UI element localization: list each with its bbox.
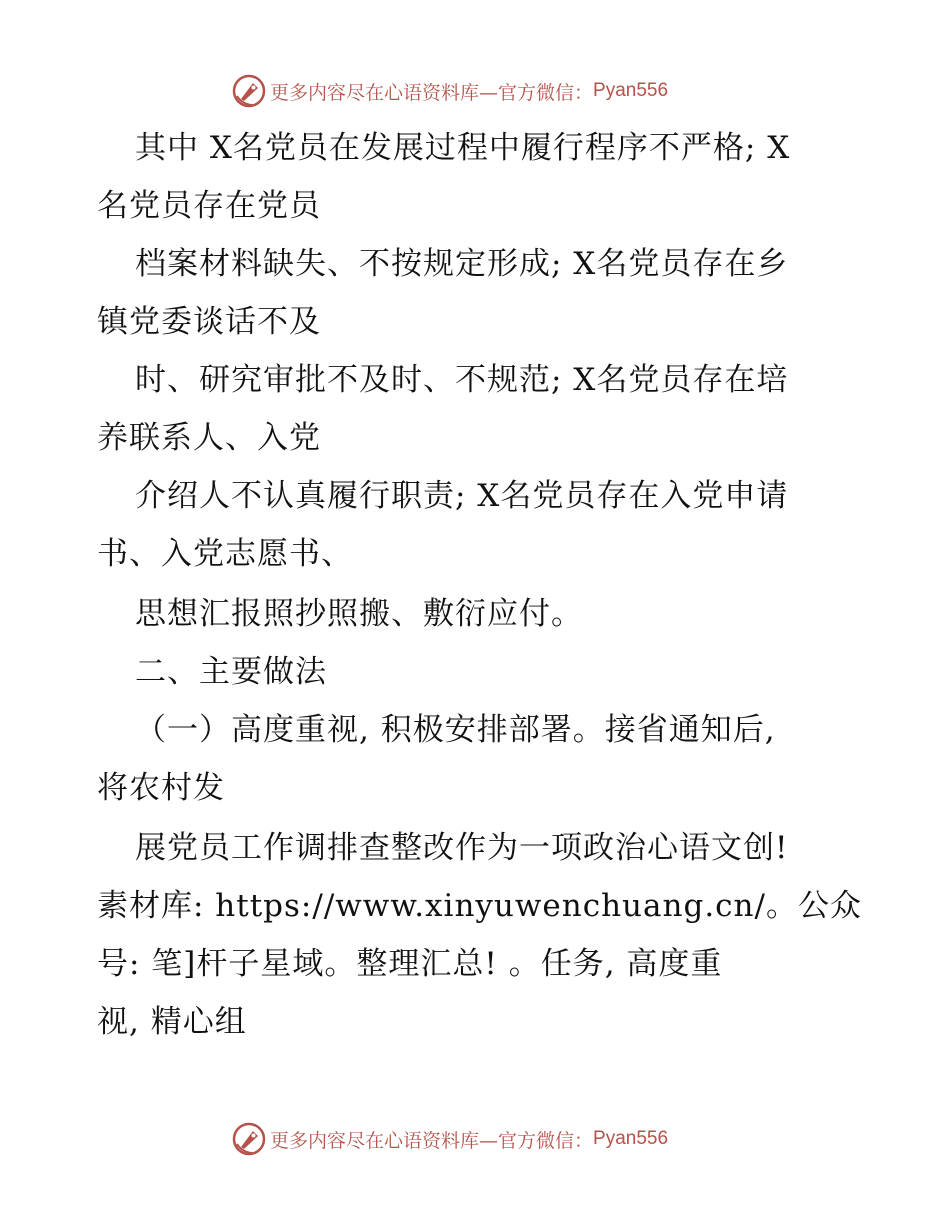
body-line: 时、研究审批不及时、不规范; X名党员存在培: [135, 362, 789, 398]
body-line: （一）高度重视, 积极安排部署。接省通知后,: [135, 712, 776, 748]
body-line: 将农村发: [97, 770, 225, 806]
section-heading: 二、主要做法: [135, 654, 327, 690]
body-line: 养联系人、入党: [97, 420, 321, 456]
body-line: 镇党委谈话不及: [97, 304, 321, 340]
footer-banner-text: 更多内容尽在心语资料库—官方微信：: [270, 1129, 594, 1152]
body-line: 号: 笔]杆子星域。整理汇总! 。任务, 高度重: [97, 946, 723, 982]
body-line: 书、入党志愿书、: [97, 536, 353, 572]
body-line: 思想汇报照抄照搬、敷衍应付。: [135, 596, 583, 632]
body-line: 其中 X名党员在发展过程中履行程序不严格; X: [135, 130, 791, 166]
body-line: 视, 精心组: [97, 1004, 247, 1040]
footer-banner: [232, 1119, 668, 1159]
body-line: 档案材料缺失、不按规定形成; X名党员存在乡: [135, 246, 789, 282]
body-line: 介绍人不认真履行职责; X名党员存在入党申请: [135, 478, 789, 514]
body-line: 素材库: https://www.xinyuwenchuang.cn/。公众: [97, 888, 862, 924]
pen-nib-logo-icon: [232, 74, 266, 108]
footer-banner-wechat-id: Pyan556: [593, 1128, 669, 1149]
header-banner-wechat-id: Pyan556: [593, 80, 669, 101]
header-banner-text: 更多内容尽在心语资料库—官方微信：: [270, 81, 594, 104]
body-line: 名党员存在党员: [97, 188, 321, 224]
pen-nib-logo-icon: [232, 1122, 266, 1156]
body-line: 展党员工作调排查整改作为一项政治心语文创!: [135, 830, 789, 866]
header-banner: [232, 71, 668, 111]
